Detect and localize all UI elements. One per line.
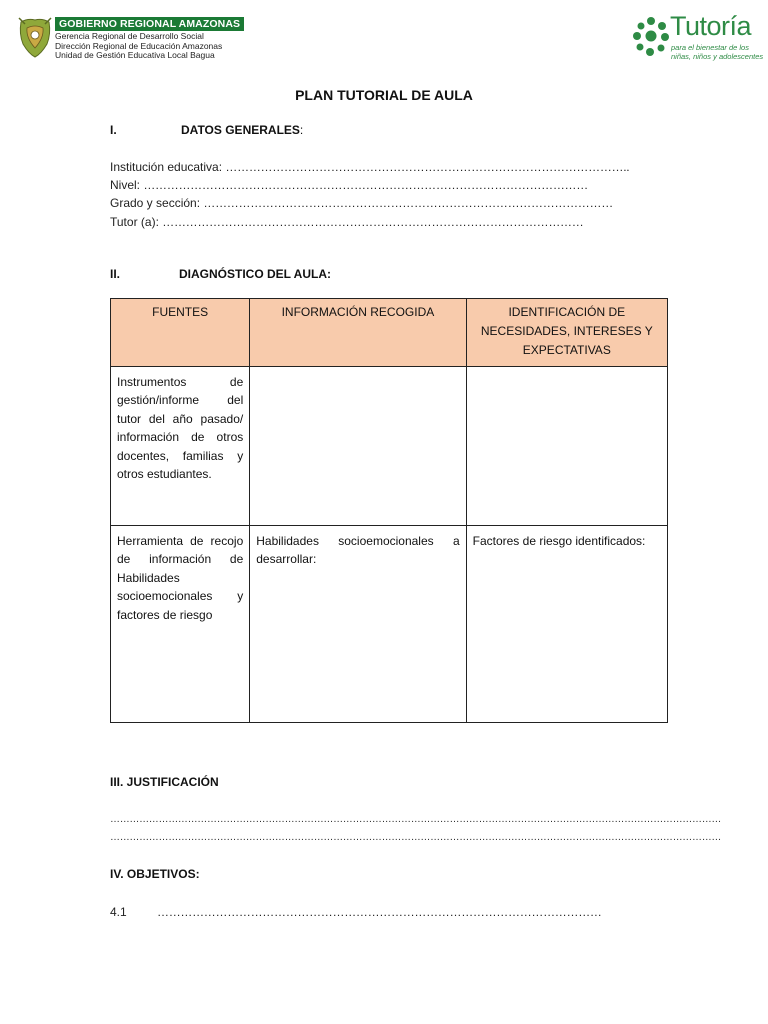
table-cell[interactable]: Habilidades socioemocionales a desarrollar: — [250, 526, 466, 723]
tutoria-dots-icon — [632, 16, 670, 58]
table-row — [111, 526, 668, 723]
section2-label: DIAGNÓSTICO DEL AULA: — [179, 267, 331, 281]
field-nivel — [110, 178, 588, 192]
table-cell: Herramienta de recojo de información de Habilidades socioemocionales y factores de riesgo — [111, 526, 250, 723]
table-cell[interactable]: Factores de riesgo identificados: — [466, 526, 667, 723]
section4-label: IV. OBJETIVOS: — [110, 867, 200, 881]
section2-number: II. — [110, 267, 121, 281]
section3-label: III. JUSTIFICACIÓN — [110, 775, 219, 789]
gov-line-3: Unidad de Gestión Educativa Local Bagua — [55, 50, 215, 60]
gov-line-2: Dirección Regional de Educación Amazonas — [55, 41, 223, 51]
field-label: Grado y sección: — [110, 196, 201, 210]
section1-number: I. — [110, 123, 117, 137]
field-dots: …………………………………………………………………………………………… — [203, 196, 613, 210]
page-title: PLAN TUTORIAL DE AULA — [295, 87, 473, 103]
field-institucion — [110, 160, 629, 174]
justificacion-line-1: ……………………………………………………………………………………………………………………………………………………………………… — [110, 814, 722, 825]
section1-colon: : — [299, 123, 304, 137]
field-label: Tutor (a): — [110, 215, 159, 229]
diagnostico-table — [110, 298, 668, 723]
field-dots: ………………………………………………………………………………………….. — [225, 160, 630, 174]
header-fuentes: FUENTES — [111, 299, 250, 367]
tutoria-tagline-2: niñas, niños y adolescentes — [671, 52, 764, 61]
header-identificacion: IDENTIFICACIÓN DE NECESIDADES, INTERESES Y EXPECTATIVAS — [466, 299, 667, 367]
justificacion-line-2: ……………………………………………………………………………………………………………………………………………………………………… — [110, 832, 722, 843]
table-header-row — [111, 299, 668, 367]
table-row — [111, 367, 668, 526]
field-label: Institución educativa: — [110, 160, 223, 174]
table-cell[interactable] — [466, 367, 667, 526]
section1-label: DATOS GENERALES — [181, 123, 300, 137]
field-dots: ……………………………………………………………………………………………… — [162, 215, 584, 229]
field-label: Nivel: — [110, 178, 141, 192]
field-dots: …………………………………………………………………………………………………… — [143, 178, 588, 192]
tutoria-wordmark: Tutoría — [670, 11, 752, 41]
regional-crest-icon — [17, 14, 53, 58]
objetivo-item-number: 4.1 — [110, 905, 127, 919]
field-tutor — [110, 215, 583, 229]
gov-line-1: Gerencia Regional de Desarrollo Social — [55, 31, 204, 41]
table-cell[interactable] — [250, 367, 466, 526]
tutoria-tagline-1: para el bienestar de los — [671, 43, 749, 52]
header-informacion: INFORMACIÓN RECOGIDA — [250, 299, 466, 367]
table-cell: Instrumentos de gestión/informe del tutor del año pasado/ información de otros docentes, familias y otros estudiantes. — [111, 367, 250, 526]
objetivo-item-dots: …………………………………………………………………………………………………… — [157, 905, 602, 919]
gov-title: GOBIERNO REGIONAL AMAZONAS — [55, 17, 244, 31]
field-grado — [110, 196, 613, 210]
section1-heading — [181, 123, 303, 137]
